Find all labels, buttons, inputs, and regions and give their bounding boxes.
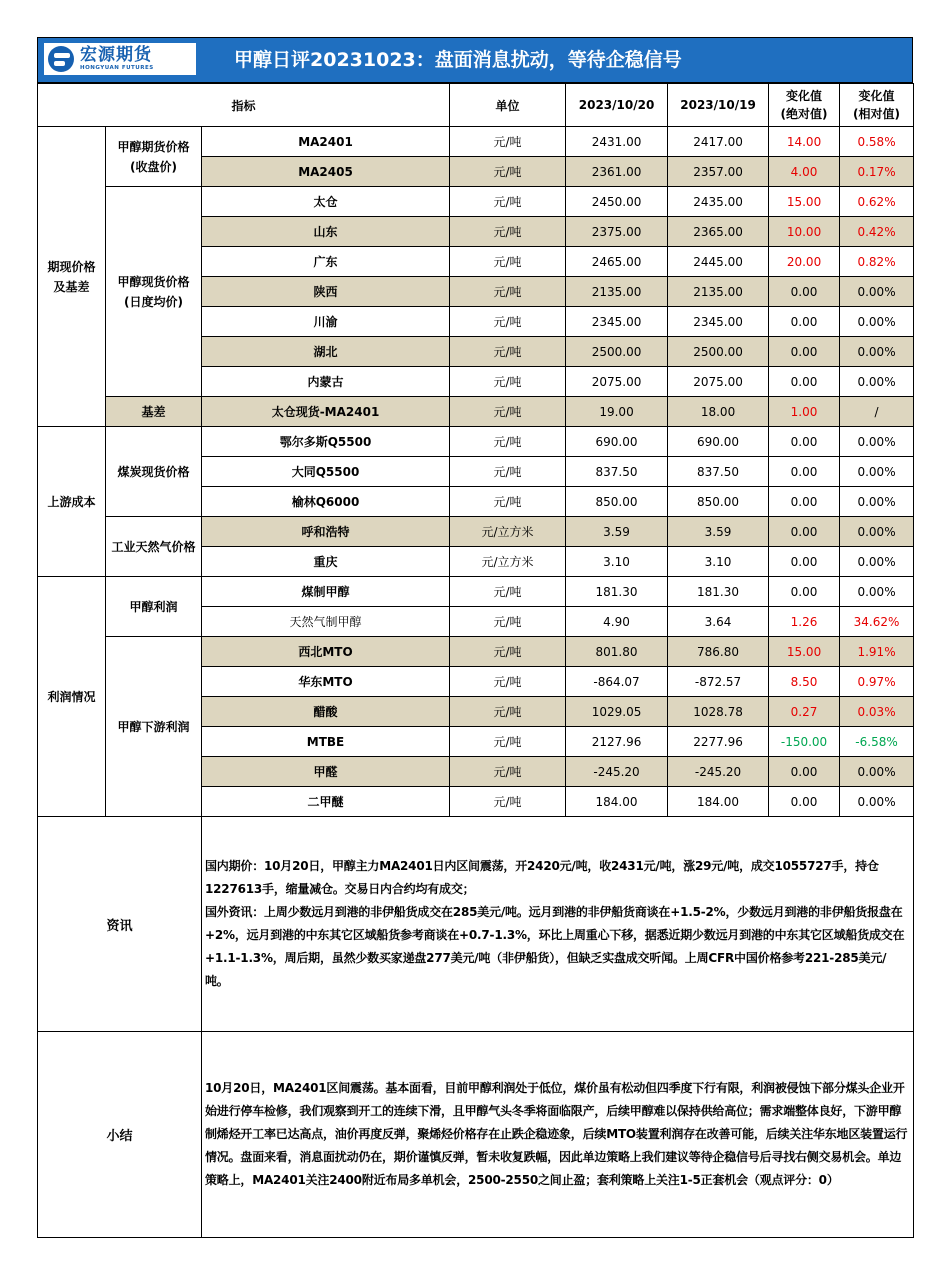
report-title: 甲醇日评20231023：盘面消息扰动，等待企稳信号 (234, 49, 682, 71)
value-2023-10-19: 837.50 (668, 457, 769, 487)
value-2023-10-19: 2365.00 (668, 217, 769, 247)
value-2023-10-20: 2431.00 (566, 127, 668, 157)
value-2023-10-20: 2345.00 (566, 307, 668, 337)
col-date1: 2023/10/20 (566, 84, 668, 127)
indicator-name: 太仓 (202, 187, 450, 217)
col-abs-change: 变化值 (绝对值) (769, 84, 840, 127)
value-2023-10-20: 2375.00 (566, 217, 668, 247)
value-2023-10-20: 2075.00 (566, 367, 668, 397)
rel-change-cell: -6.58% (840, 727, 914, 757)
value-2023-10-20: -245.20 (566, 757, 668, 787)
rel-change-cell: 0.00% (840, 367, 914, 397)
abs-change-cell: 1.26 (769, 607, 840, 637)
abs-change-cell: -150.00 (769, 727, 840, 757)
value-2023-10-20: 1029.05 (566, 697, 668, 727)
indicator-name: 二甲醚 (202, 787, 450, 817)
indicator-name: 川渝 (202, 307, 450, 337)
report-sheet (37, 37, 913, 1238)
table-row (38, 187, 914, 217)
abs-change-cell: 8.50 (769, 667, 840, 697)
unit-cell: 元/吨 (450, 127, 566, 157)
unit-cell: 元/吨 (450, 487, 566, 517)
rel-change-cell: 0.00% (840, 757, 914, 787)
rel-change-cell: 0.00% (840, 277, 914, 307)
unit-cell: 元/吨 (450, 577, 566, 607)
unit-cell: 元/立方米 (450, 547, 566, 577)
news-row (38, 817, 914, 1032)
unit-cell: 元/吨 (450, 397, 566, 427)
indicator-name: 山东 (202, 217, 450, 247)
abs-change-cell: 0.00 (769, 547, 840, 577)
value-2023-10-20: 2127.96 (566, 727, 668, 757)
group-label: 甲醇期货价格 (收盘价) (106, 127, 202, 187)
summary-row (38, 1032, 914, 1238)
group-label: 甲醇现货价格 (日度均价) (106, 187, 202, 397)
value-2023-10-19: 3.59 (668, 517, 769, 547)
value-2023-10-19: 18.00 (668, 397, 769, 427)
abs-change-cell: 0.00 (769, 577, 840, 607)
rel-change-cell: 0.17% (840, 157, 914, 187)
value-2023-10-19: 184.00 (668, 787, 769, 817)
value-2023-10-19: 2135.00 (668, 277, 769, 307)
value-2023-10-20: 181.30 (566, 577, 668, 607)
value-2023-10-19: 2500.00 (668, 337, 769, 367)
indicator-name: 内蒙古 (202, 367, 450, 397)
unit-cell: 元/吨 (450, 457, 566, 487)
col-indicator: 指标 (38, 84, 450, 127)
table-row (38, 127, 914, 157)
rel-change-cell: 0.00% (840, 487, 914, 517)
value-2023-10-20: 19.00 (566, 397, 668, 427)
rel-change-cell: 0.97% (840, 667, 914, 697)
abs-change-cell: 0.00 (769, 337, 840, 367)
value-2023-10-20: 3.59 (566, 517, 668, 547)
value-2023-10-19: 2277.96 (668, 727, 769, 757)
rel-change-cell: 0.42% (840, 217, 914, 247)
unit-cell: 元/吨 (450, 217, 566, 247)
value-2023-10-20: 850.00 (566, 487, 668, 517)
indicator-name: 呼和浩特 (202, 517, 450, 547)
indicator-name: 煤制甲醇 (202, 577, 450, 607)
rel-change-cell: 0.03% (840, 697, 914, 727)
abs-change-cell: 0.00 (769, 457, 840, 487)
abs-change-cell: 0.00 (769, 367, 840, 397)
title-bar (37, 37, 913, 83)
logo-icon (48, 46, 74, 72)
unit-cell: 元/吨 (450, 367, 566, 397)
value-2023-10-20: -864.07 (566, 667, 668, 697)
table-row (38, 577, 914, 607)
summary-text: 10月20日，MA2401区间震荡。基本面看，目前甲醇利润处于低位，煤价虽有松动但四季度下行有限，利润被侵蚀下部分煤头企业开始进行停车检修，我们观察到开工的连续下滑，且甲醇气头冬季将面临限产，后续甲醇难以保持供给高位；需求端整体良好，下游甲醇制烯烃开工率已达高点，油价再度反弹，聚烯烃价格存在止跌企稳迹象，后续MTO装置利润存在改善可能，后续关注华东地区装置运行情况。盘面来看，消息面扰动仍在，期价谨慎反弹，暂未收复跌幅，因此单边策略上我们建议等待企稳信号后寻找右侧交易机会。单边策略上，MA2401关注2400附近布局多单机会，2500-2550之间止盈；套利策略上关注1-5正套机会（观点评分：0） (202, 1032, 914, 1238)
value-2023-10-20: 2361.00 (566, 157, 668, 187)
unit-cell: 元/吨 (450, 697, 566, 727)
rel-change-cell: 0.00% (840, 337, 914, 367)
value-2023-10-19: 2075.00 (668, 367, 769, 397)
abs-change-cell: 0.00 (769, 427, 840, 457)
indicator-name: 太仓现货-MA2401 (202, 397, 450, 427)
table-header-row (38, 84, 914, 127)
table-row (38, 427, 914, 457)
rel-change-cell: 0.00% (840, 307, 914, 337)
rel-change-cell: 0.00% (840, 787, 914, 817)
group-label: 煤炭现货价格 (106, 427, 202, 517)
col-unit: 单位 (450, 84, 566, 127)
rel-change-cell: 0.00% (840, 547, 914, 577)
abs-change-cell: 0.00 (769, 517, 840, 547)
unit-cell: 元/吨 (450, 307, 566, 337)
unit-cell: 元/吨 (450, 157, 566, 187)
value-2023-10-20: 690.00 (566, 427, 668, 457)
value-2023-10-20: 3.10 (566, 547, 668, 577)
value-2023-10-19: 1028.78 (668, 697, 769, 727)
unit-cell: 元/吨 (450, 667, 566, 697)
rel-change-cell: 34.62% (840, 607, 914, 637)
unit-cell: 元/吨 (450, 187, 566, 217)
abs-change-cell: 4.00 (769, 157, 840, 187)
indicator-name: 鄂尔多斯Q5500 (202, 427, 450, 457)
news-label: 资讯 (38, 817, 202, 1032)
indicator-name: 华东MTO (202, 667, 450, 697)
indicator-name: 天然气制甲醇 (202, 607, 450, 637)
group-label: 工业天然气价格 (106, 517, 202, 577)
value-2023-10-19: 2417.00 (668, 127, 769, 157)
indicator-name: 广东 (202, 247, 450, 277)
indicator-name: 榆林Q6000 (202, 487, 450, 517)
col-rel-change: 变化值 (相对值) (840, 84, 914, 127)
rel-change-cell: 0.00% (840, 457, 914, 487)
unit-cell: 元/吨 (450, 277, 566, 307)
value-2023-10-19: 2357.00 (668, 157, 769, 187)
unit-cell: 元/立方米 (450, 517, 566, 547)
indicator-name: 醋酸 (202, 697, 450, 727)
unit-cell: 元/吨 (450, 427, 566, 457)
indicator-name: 陕西 (202, 277, 450, 307)
value-2023-10-19: 690.00 (668, 427, 769, 457)
value-2023-10-20: 184.00 (566, 787, 668, 817)
unit-cell: 元/吨 (450, 757, 566, 787)
value-2023-10-19: 2445.00 (668, 247, 769, 277)
section-label: 利润情况 (38, 577, 106, 817)
unit-cell: 元/吨 (450, 637, 566, 667)
value-2023-10-20: 2135.00 (566, 277, 668, 307)
value-2023-10-20: 4.90 (566, 607, 668, 637)
value-2023-10-19: 3.10 (668, 547, 769, 577)
col-date2: 2023/10/19 (668, 84, 769, 127)
abs-change-cell: 0.00 (769, 757, 840, 787)
value-2023-10-19: -872.57 (668, 667, 769, 697)
indicator-name: 大同Q5500 (202, 457, 450, 487)
value-2023-10-20: 837.50 (566, 457, 668, 487)
indicator-name: 重庆 (202, 547, 450, 577)
abs-change-cell: 0.00 (769, 487, 840, 517)
unit-cell: 元/吨 (450, 607, 566, 637)
indicator-table (37, 83, 914, 817)
abs-change-cell: 0.00 (769, 277, 840, 307)
group-label: 基差 (106, 397, 202, 427)
rel-change-cell: 0.00% (840, 517, 914, 547)
indicator-name: MA2405 (202, 157, 450, 187)
logo-name: 宏源期货 (80, 44, 152, 65)
abs-change-cell: 14.00 (769, 127, 840, 157)
rel-change-cell: 1.91% (840, 637, 914, 667)
abs-change-cell: 0.27 (769, 697, 840, 727)
value-2023-10-19: 181.30 (668, 577, 769, 607)
abs-change-cell: 20.00 (769, 247, 840, 277)
logo-english: HONGYUAN FUTURES (80, 64, 154, 71)
unit-cell: 元/吨 (450, 247, 566, 277)
unit-cell: 元/吨 (450, 787, 566, 817)
abs-change-cell: 15.00 (769, 187, 840, 217)
value-2023-10-19: 3.64 (668, 607, 769, 637)
news-text: 国内期价：10月20日，甲醇主力MA2401日内区间震荡，开2420元/吨，收2431元/吨，涨29元/吨，成交1055727手，持仓1227613手，缩量减仓。交易日内合约均有成交； 国外资讯：上周少数远月到港的非伊船货成交在285美元/吨。远月到港的非伊船货商谈在+1.5-2%，少数远月到港的非伊船货报盘在+2%，远月到港的中东其它区域船货参考商谈在+0.7-1.3%，环比上周重心下移，据悉近期少数远月到港的中东其它区域船货成交在+1.1-1.3%，周后期，虽然少数买家递盘277美元/吨（非伊船货），但缺乏实盘成交听闻。上周CFR中国价格参考221-285美元/吨。 (202, 817, 914, 1032)
section-label: 上游成本 (38, 427, 106, 577)
abs-change-cell: 15.00 (769, 637, 840, 667)
value-2023-10-20: 801.80 (566, 637, 668, 667)
abs-change-cell: 0.00 (769, 787, 840, 817)
unit-cell: 元/吨 (450, 727, 566, 757)
indicator-name: 湖北 (202, 337, 450, 367)
summary-label: 小结 (38, 1032, 202, 1238)
table-row (38, 397, 914, 427)
rel-change-cell: / (840, 397, 914, 427)
group-label: 甲醇利润 (106, 577, 202, 637)
section-label: 期现价格 及基差 (38, 127, 106, 427)
group-label: 甲醇下游利润 (106, 637, 202, 817)
rel-change-cell: 0.82% (840, 247, 914, 277)
value-2023-10-19: 2345.00 (668, 307, 769, 337)
indicator-name: 甲醛 (202, 757, 450, 787)
abs-change-cell: 0.00 (769, 307, 840, 337)
commentary-table (37, 817, 914, 1238)
value-2023-10-19: 786.80 (668, 637, 769, 667)
table-row (38, 637, 914, 667)
indicator-name: MTBE (202, 727, 450, 757)
value-2023-10-19: 850.00 (668, 487, 769, 517)
indicator-name: 西北MTO (202, 637, 450, 667)
rel-change-cell: 0.00% (840, 577, 914, 607)
indicator-name: MA2401 (202, 127, 450, 157)
table-row (38, 517, 914, 547)
value-2023-10-19: 2435.00 (668, 187, 769, 217)
company-logo (44, 43, 196, 75)
value-2023-10-19: -245.20 (668, 757, 769, 787)
unit-cell: 元/吨 (450, 337, 566, 367)
rel-change-cell: 0.62% (840, 187, 914, 217)
abs-change-cell: 1.00 (769, 397, 840, 427)
value-2023-10-20: 2500.00 (566, 337, 668, 367)
abs-change-cell: 10.00 (769, 217, 840, 247)
value-2023-10-20: 2450.00 (566, 187, 668, 217)
rel-change-cell: 0.58% (840, 127, 914, 157)
value-2023-10-20: 2465.00 (566, 247, 668, 277)
rel-change-cell: 0.00% (840, 427, 914, 457)
